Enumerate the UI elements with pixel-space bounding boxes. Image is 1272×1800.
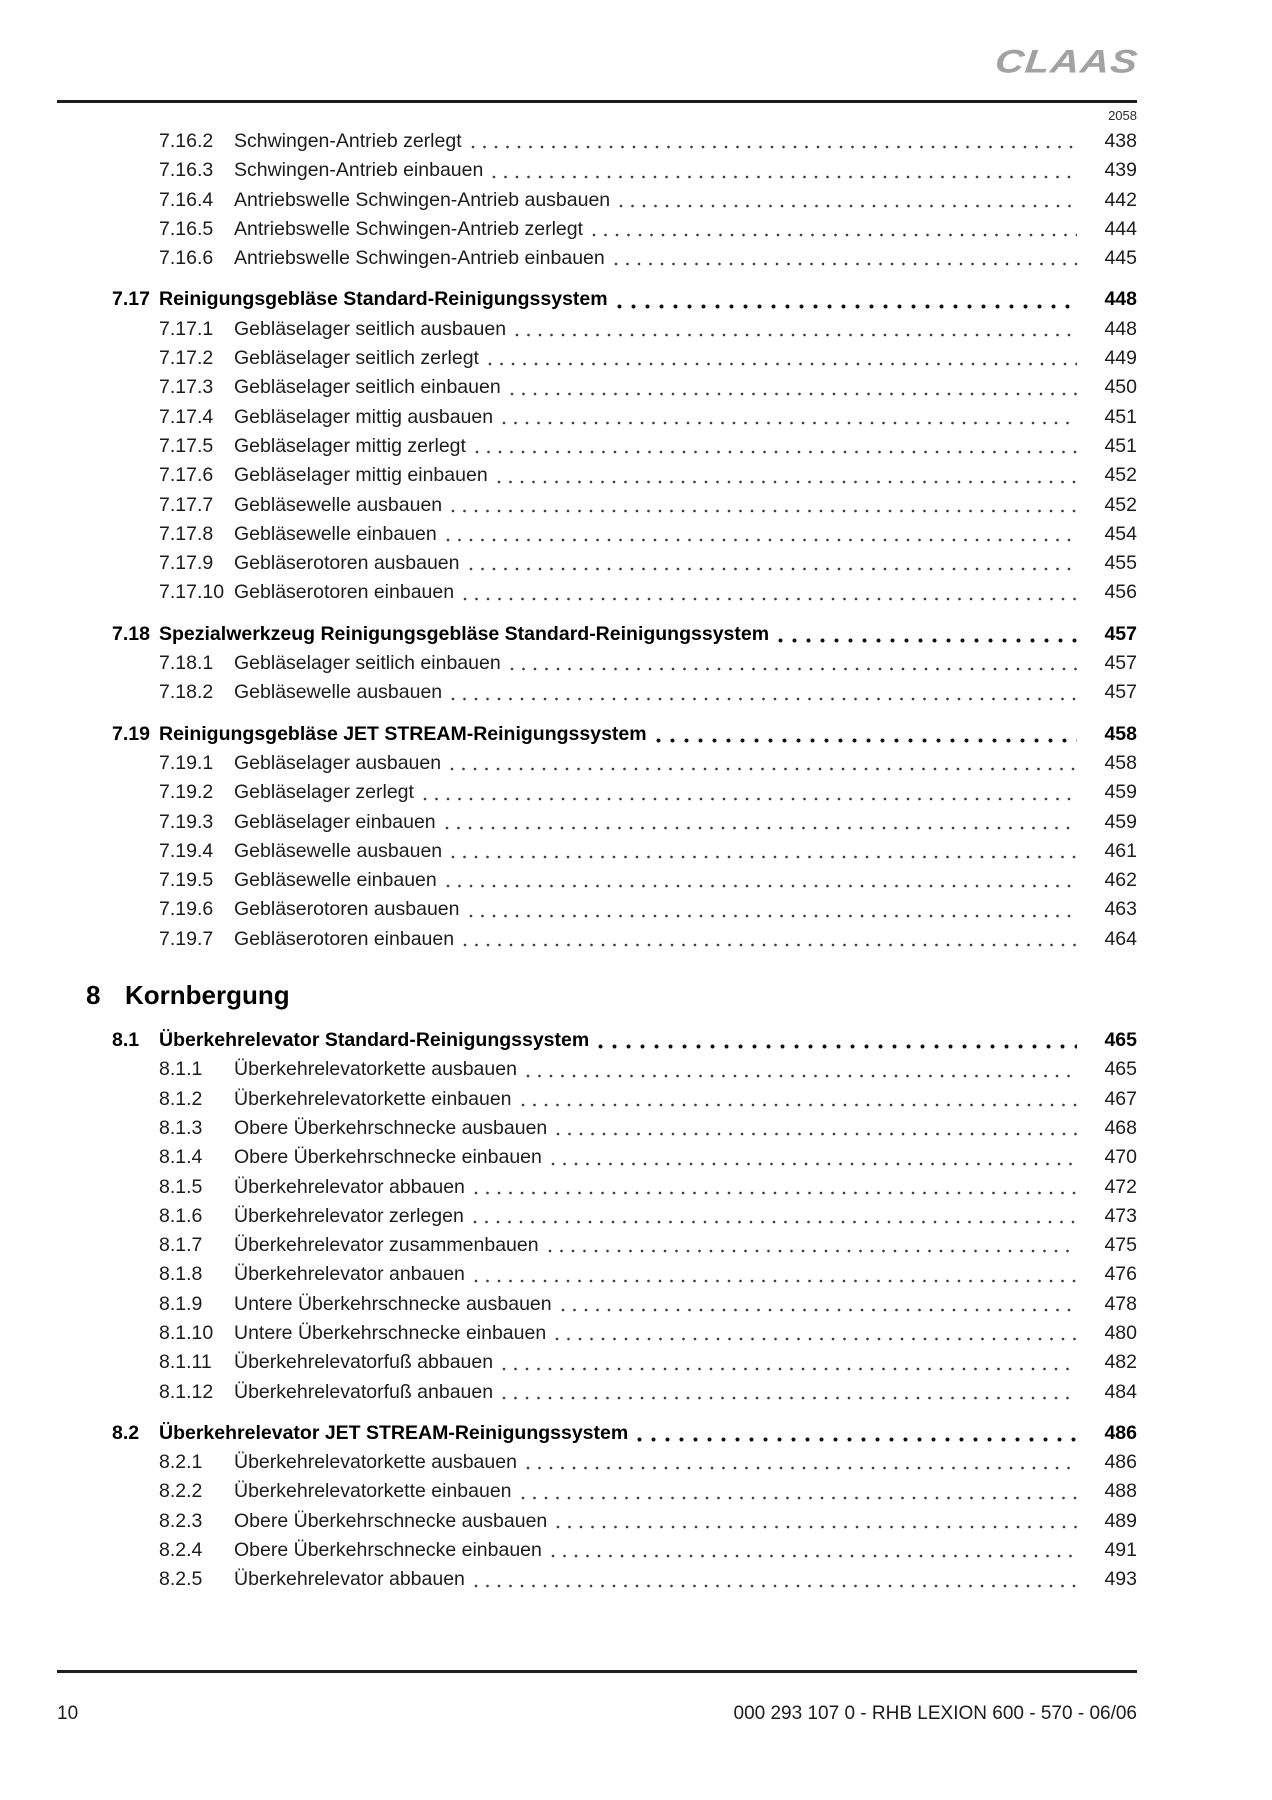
- entry-page-number: 458: [1104, 751, 1137, 774]
- toc-entry: [57, 749, 1137, 778]
- dot-leader: [471, 145, 1077, 149]
- entry-title: Gebläsewelle einbauen: [234, 869, 437, 892]
- entry-page-number: 465: [1104, 1029, 1137, 1052]
- toc-entry: [57, 1173, 1137, 1202]
- entry-number: 8.1.5: [159, 1175, 203, 1198]
- toc-entry: [57, 344, 1137, 373]
- toc-entry: [57, 1507, 1137, 1536]
- entry-page-number: 470: [1104, 1146, 1137, 1169]
- toc-entry: [57, 461, 1137, 490]
- dot-leader: [463, 943, 1077, 947]
- dot-leader: [778, 638, 1077, 643]
- toc-entry: [57, 808, 1137, 837]
- entry-number: 8.2.1: [159, 1451, 203, 1474]
- entry-page-number: 472: [1104, 1175, 1137, 1198]
- entry-title: Gebläserotoren einbauen: [234, 927, 455, 950]
- dot-leader: [561, 1308, 1077, 1312]
- toc-entry: [57, 1536, 1137, 1565]
- entry-title: Gebläsewelle ausbauen: [234, 839, 443, 862]
- toc-entry: [57, 837, 1137, 866]
- dot-leader: [598, 1044, 1077, 1049]
- entry-number: 8.2.5: [159, 1568, 203, 1591]
- entry-page-number: 473: [1104, 1204, 1137, 1227]
- entry-title: Überkehrelevator abbauen: [234, 1568, 465, 1591]
- entry-number: 8.1.6: [159, 1204, 203, 1227]
- dot-leader: [475, 450, 1077, 454]
- entry-page-number: 449: [1104, 347, 1137, 370]
- entry-page-number: 465: [1104, 1058, 1137, 1081]
- entry-page-number: 444: [1104, 217, 1137, 240]
- entry-number: 8.2.4: [159, 1539, 203, 1562]
- toc-entry: [57, 649, 1137, 678]
- dot-leader: [473, 1220, 1077, 1224]
- toc-entry: [57, 285, 1137, 314]
- entry-number: 7.17: [112, 288, 150, 311]
- entry-page-number: 438: [1104, 130, 1137, 152]
- toc-entry: [57, 620, 1137, 649]
- dot-leader: [488, 362, 1077, 366]
- footer-doc-ref: 000 293 107 0 - RHB LEXION 600 - 570 - 06/06: [733, 1703, 1137, 1724]
- entry-page-number: 439: [1104, 159, 1137, 182]
- toc-entry: [57, 432, 1137, 461]
- dot-leader: [556, 1525, 1077, 1529]
- entry-page-number: 448: [1104, 317, 1137, 340]
- entry-title: Gebläselager einbauen: [234, 810, 436, 833]
- dot-leader: [445, 826, 1077, 830]
- footer-page-number: 10: [57, 1703, 79, 1724]
- entry-title: Gebläselager seitlich einbauen: [234, 652, 501, 675]
- toc-entry: [57, 1202, 1137, 1231]
- dot-leader: [656, 738, 1077, 743]
- dot-leader: [502, 1367, 1077, 1371]
- entry-page-number: 482: [1104, 1351, 1137, 1374]
- dot-leader: [526, 1074, 1077, 1078]
- entry-title: Gebläserotoren einbauen: [234, 581, 455, 604]
- dot-leader: [446, 884, 1077, 888]
- entry-number: 8.1.11: [159, 1351, 212, 1374]
- entry-number: 7.17.7: [159, 493, 214, 516]
- entry-title: Überkehrelevatorkette einbauen: [234, 1480, 512, 1503]
- entry-number: 7.17.3: [159, 376, 214, 399]
- entry-page-number: 451: [1104, 434, 1137, 457]
- dot-leader: [423, 797, 1077, 801]
- dot-leader: [446, 538, 1077, 542]
- entry-number: 8.1.2: [159, 1087, 203, 1110]
- toc-entry: [57, 1114, 1137, 1143]
- dot-leader: [515, 333, 1077, 337]
- entry-page-number: 454: [1104, 522, 1137, 545]
- entry-page-number: 488: [1104, 1480, 1137, 1503]
- entry-title: Gebläsewelle einbauen: [234, 522, 437, 545]
- toc-entry: [57, 549, 1137, 578]
- entry-number: 8.1.9: [159, 1292, 203, 1315]
- entry-title: Überkehrelevator Standard-Reinigungssystem: [159, 1029, 590, 1052]
- entry-page-number: 484: [1104, 1380, 1137, 1403]
- entry-page-number: 467: [1104, 1087, 1137, 1110]
- entry-title: Gebläselager mittig zerlegt: [234, 434, 466, 457]
- entry-number: 7.17.5: [159, 434, 214, 457]
- entry-title: Kornbergung: [125, 980, 290, 1011]
- header-rule: [57, 100, 1137, 103]
- entry-title: Spezialwerkzeug Reinigungsgebläse Standard-Reinigungssystem: [159, 622, 770, 645]
- entry-number: 7.17.2: [159, 347, 214, 370]
- entry-title: Schwingen-Antrieb zerlegt: [234, 130, 462, 152]
- entry-title: Reinigungsgebläse Standard-Reinigungssystem: [159, 288, 608, 311]
- dot-leader: [637, 1437, 1077, 1442]
- entry-number: 8.1.3: [159, 1116, 203, 1139]
- dot-leader: [469, 567, 1078, 571]
- entry-number: 8: [86, 980, 101, 1011]
- entry-number: 7.17.6: [159, 464, 214, 487]
- toc-entry: [57, 1143, 1137, 1172]
- footer: [57, 1670, 1137, 1725]
- entry-number: 8.1.1: [159, 1058, 203, 1081]
- dot-leader: [617, 304, 1077, 309]
- toc-entry: [57, 866, 1137, 895]
- entry-page-number: 457: [1104, 622, 1137, 645]
- entry-number: 7.16.2: [159, 130, 214, 152]
- entry-number: 7.16.6: [159, 247, 214, 270]
- entry-page-number: 491: [1104, 1539, 1137, 1562]
- entry-page-number: 450: [1104, 376, 1137, 399]
- entry-page-number: 486: [1104, 1421, 1137, 1444]
- toc-entry: [57, 720, 1137, 749]
- toc-entry: [57, 1477, 1137, 1506]
- dot-leader: [619, 204, 1077, 208]
- entry-number: 8.2: [112, 1421, 140, 1444]
- toc-entry: [57, 678, 1137, 707]
- toc-entry: [57, 186, 1137, 215]
- entry-number: 8.2.3: [159, 1509, 203, 1532]
- dot-leader: [592, 233, 1077, 237]
- entry-title: Überkehrelevatorkette ausbauen: [234, 1058, 517, 1081]
- entry-title: Gebläserotoren ausbauen: [234, 898, 460, 921]
- toc-entry: [57, 403, 1137, 432]
- dot-leader: [551, 1554, 1077, 1558]
- entry-number: 7.16.4: [159, 188, 214, 211]
- dot-leader: [510, 392, 1077, 396]
- toc-list: [57, 127, 1137, 1595]
- entry-page-number: 457: [1104, 652, 1137, 675]
- entry-number: 7.19: [112, 722, 150, 745]
- toc-entry: [57, 1448, 1137, 1477]
- entry-number: 8.1.12: [159, 1380, 214, 1403]
- toc-chapter-heading: [57, 976, 1137, 1014]
- entry-number: 7.19.3: [159, 810, 214, 833]
- dot-leader: [551, 1162, 1077, 1166]
- entry-title: Obere Überkehrschnecke ausbauen: [234, 1116, 548, 1139]
- entry-page-number: 442: [1104, 188, 1137, 211]
- entry-title: Gebläselager ausbauen: [234, 751, 442, 774]
- claas-logo: CLAAS: [993, 43, 1141, 80]
- entry-page-number: 452: [1104, 493, 1137, 516]
- entry-title: Überkehrelevator zusammenbauen: [234, 1234, 539, 1257]
- dot-leader: [526, 1466, 1077, 1470]
- toc-entry: [57, 127, 1137, 156]
- dot-leader: [474, 1584, 1077, 1588]
- dot-leader: [469, 914, 1078, 918]
- toc-entry: [57, 1085, 1137, 1114]
- dot-leader: [451, 697, 1077, 701]
- toc-entry: [57, 1419, 1137, 1448]
- entry-number: 7.18: [112, 622, 150, 645]
- entry-number: 7.17.1: [159, 317, 214, 340]
- toc-entry: [57, 778, 1137, 807]
- entry-title: Untere Überkehrschnecke einbauen: [234, 1321, 547, 1344]
- dot-leader: [502, 421, 1077, 425]
- dot-leader: [510, 667, 1077, 671]
- entry-page-number: 455: [1104, 552, 1137, 575]
- entry-page-number: 458: [1104, 722, 1137, 745]
- entry-number: 8.1.7: [159, 1234, 203, 1257]
- dot-leader: [474, 1279, 1077, 1283]
- entry-title: Überkehrelevatorkette einbauen: [234, 1087, 512, 1110]
- entry-title: Gebläselager seitlich ausbauen: [234, 317, 507, 340]
- entry-page-number: 461: [1104, 839, 1137, 862]
- dot-leader: [555, 1337, 1077, 1341]
- entry-number: 7.17.9: [159, 552, 214, 575]
- entry-page-number: 468: [1104, 1116, 1137, 1139]
- toc-entry: [57, 1290, 1137, 1319]
- entry-title: Obere Überkehrschnecke ausbauen: [234, 1509, 548, 1532]
- entry-title: Überkehrelevatorfuß abbauen: [234, 1351, 494, 1374]
- entry-title: Überkehrelevator zerlegen: [234, 1204, 464, 1227]
- entry-title: Obere Überkehrschnecke einbauen: [234, 1539, 542, 1562]
- entry-title: Überkehrelevator abbauen: [234, 1175, 465, 1198]
- toc-entry: [57, 315, 1137, 344]
- toc-entry: [57, 895, 1137, 924]
- toc-entry: [57, 244, 1137, 273]
- entry-title: Antriebswelle Schwingen-Antrieb ausbauen: [234, 188, 611, 211]
- toc-entry: [57, 156, 1137, 185]
- entry-title: Überkehrelevatorfuß anbauen: [234, 1380, 494, 1403]
- entry-number: 7.19.6: [159, 898, 214, 921]
- entry-number: 7.19.7: [159, 927, 214, 950]
- entry-page-number: 457: [1104, 681, 1137, 704]
- entry-number: 7.19.2: [159, 781, 214, 804]
- dot-leader: [474, 1191, 1077, 1195]
- entry-title: Gebläselager seitlich einbauen: [234, 376, 501, 399]
- entry-number: 8.1.4: [159, 1146, 203, 1169]
- toc-entry: [57, 520, 1137, 549]
- entry-page-number: 451: [1104, 405, 1137, 428]
- entry-number: 8.1.10: [159, 1321, 214, 1344]
- entry-page-number: 475: [1104, 1234, 1137, 1257]
- entry-page-number: 448: [1104, 288, 1137, 311]
- toc-entry: [57, 925, 1137, 954]
- dot-leader: [450, 767, 1077, 771]
- dot-leader: [614, 262, 1077, 266]
- entry-page-number: 462: [1104, 869, 1137, 892]
- toc-entry: [57, 1348, 1137, 1377]
- entry-title: Gebläselager mittig einbauen: [234, 464, 488, 487]
- toc-entry: [57, 373, 1137, 402]
- entry-title: Gebläsewelle ausbauen: [234, 681, 443, 704]
- dot-leader: [521, 1103, 1077, 1107]
- toc-entry: [57, 1260, 1137, 1289]
- entry-number: 7.19.4: [159, 839, 214, 862]
- entry-page-number: 486: [1104, 1451, 1137, 1474]
- dot-leader: [451, 509, 1077, 513]
- entry-page-number: 480: [1104, 1321, 1137, 1344]
- toc-entry: [57, 491, 1137, 520]
- entry-title: Überkehrelevator JET STREAM-Reinigungssystem: [159, 1421, 629, 1444]
- entry-page-number: 445: [1104, 247, 1137, 270]
- dot-leader: [497, 480, 1077, 484]
- entry-number: 7.19.5: [159, 869, 214, 892]
- entry-page-number: 476: [1104, 1263, 1137, 1286]
- entry-page-number: 464: [1104, 927, 1137, 950]
- entry-title: Obere Überkehrschnecke einbauen: [234, 1146, 542, 1169]
- entry-number: 8.1: [112, 1029, 140, 1052]
- entry-title: Überkehrelevatorkette ausbauen: [234, 1451, 517, 1474]
- dot-leader: [463, 597, 1077, 601]
- entry-title: Untere Überkehrschnecke ausbauen: [234, 1292, 552, 1315]
- toc-entry: [57, 1565, 1137, 1594]
- dot-leader: [451, 855, 1077, 859]
- entry-page-number: 493: [1104, 1568, 1137, 1591]
- entry-page-number: 463: [1104, 898, 1137, 921]
- toc-entry: [57, 1231, 1137, 1260]
- entry-page-number: 459: [1104, 781, 1137, 804]
- entry-number: 7.16.5: [159, 217, 214, 240]
- entry-number: 7.17.8: [159, 522, 214, 545]
- dot-leader: [502, 1396, 1077, 1400]
- entry-number: 7.19.1: [159, 751, 214, 774]
- toc-entry: [57, 578, 1137, 607]
- entry-title: Reinigungsgebläse JET STREAM-Reinigungssystem: [159, 722, 647, 745]
- dot-leader: [556, 1132, 1077, 1136]
- entry-title: Gebläselager zerlegt: [234, 781, 414, 804]
- toc-entry: [57, 1319, 1137, 1348]
- entry-title: Antriebswelle Schwingen-Antrieb einbauen: [234, 247, 605, 270]
- entry-page-number: 489: [1104, 1509, 1137, 1532]
- dot-leader: [548, 1249, 1077, 1253]
- dot-leader: [521, 1496, 1077, 1500]
- toc-entry: [57, 1055, 1137, 1084]
- entry-page-number: 459: [1104, 810, 1137, 833]
- entry-number: 7.17.4: [159, 405, 214, 428]
- entry-number: 7.18.2: [159, 681, 214, 704]
- footer-rule: [57, 1670, 1137, 1673]
- header: [57, 43, 1141, 80]
- page-code: 2058: [1108, 108, 1137, 123]
- entry-number: 8.2.2: [159, 1480, 203, 1503]
- entry-page-number: 478: [1104, 1292, 1137, 1315]
- entry-title: Gebläserotoren ausbauen: [234, 552, 460, 575]
- entry-title: Überkehrelevator anbauen: [234, 1263, 465, 1286]
- entry-title: Gebläsewelle ausbauen: [234, 493, 443, 516]
- entry-number: 7.16.3: [159, 159, 214, 182]
- entry-number: 7.18.1: [159, 652, 214, 675]
- entry-title: Schwingen-Antrieb einbauen: [234, 159, 484, 182]
- toc-entry: [57, 1378, 1137, 1407]
- toc-entry: [57, 215, 1137, 244]
- dot-leader: [492, 175, 1077, 179]
- entry-page-number: 452: [1104, 464, 1137, 487]
- entry-title: Antriebswelle Schwingen-Antrieb zerlegt: [234, 217, 584, 240]
- entry-title: Gebläselager mittig ausbauen: [234, 405, 494, 428]
- toc-entry: [57, 1026, 1137, 1055]
- entry-page-number: 456: [1104, 581, 1137, 604]
- entry-number: 7.17.10: [159, 581, 225, 604]
- entry-title: Gebläselager seitlich zerlegt: [234, 347, 479, 370]
- entry-number: 8.1.8: [159, 1263, 203, 1286]
